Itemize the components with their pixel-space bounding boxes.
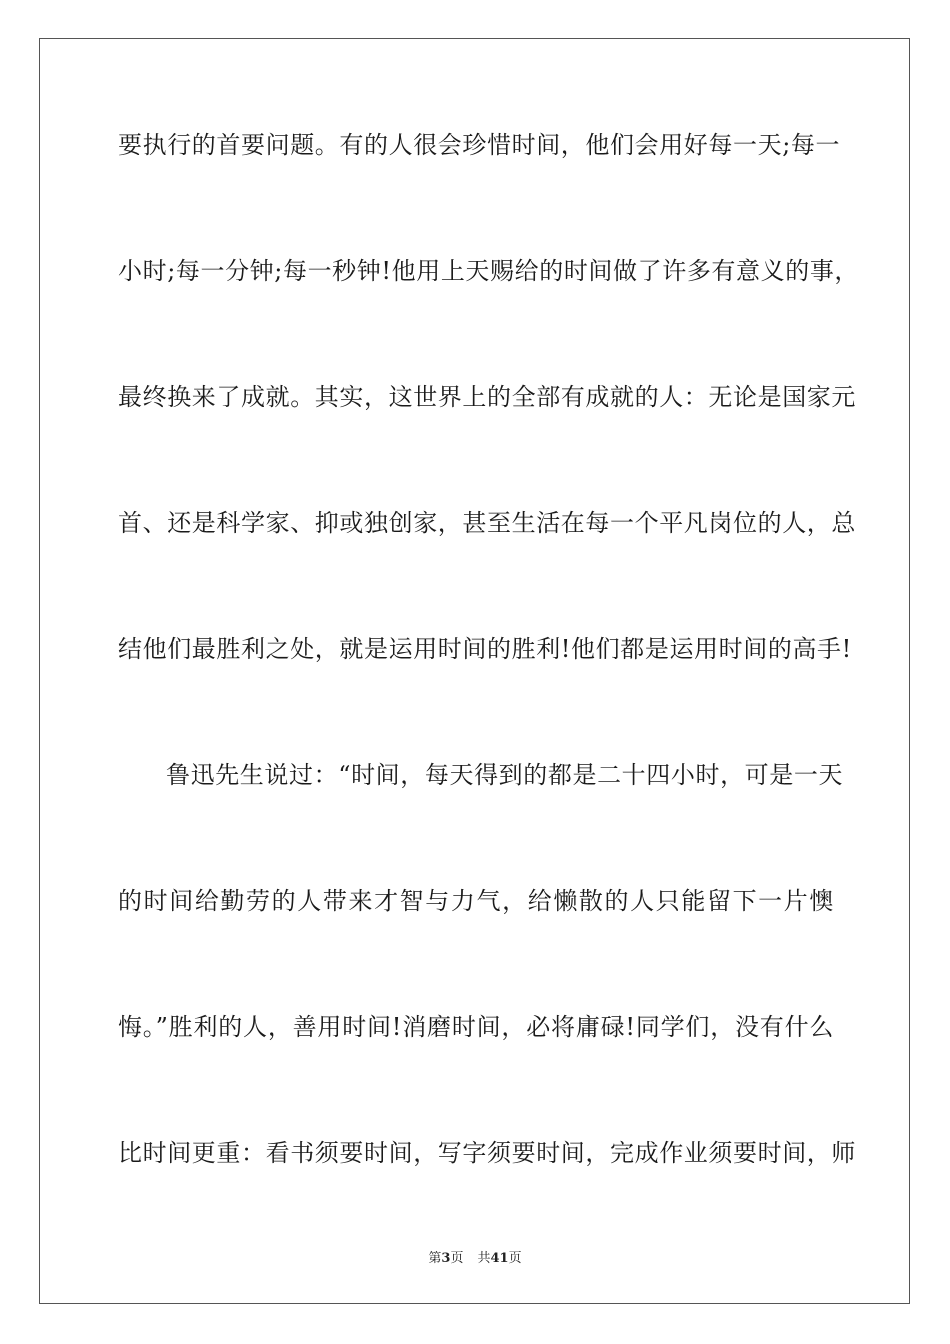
page-prefix: 第 bbox=[428, 1251, 442, 1266]
page-suffix: 页 bbox=[450, 1251, 464, 1266]
text-line-6: 鲁迅先生说过：“时间，每天得到的都是二十四小时，可是一天 bbox=[166, 761, 844, 789]
total-prefix: 共 bbox=[477, 1251, 491, 1266]
total-suffix: 页 bbox=[508, 1251, 522, 1266]
total-pages: 41 bbox=[490, 1251, 509, 1266]
text-line-7: 的时间给勤劳的人带来才智与力气，给懒散的人只能留下一片懊 bbox=[118, 887, 834, 915]
text-line-8: 悔。”胜利的人，善用时间!消磨时间，必将庸碌!同学们，没有什么 bbox=[118, 1013, 834, 1041]
text-line-2: 小时;每一分钟;每一秒钟!他用上天赐给的时间做了许多有意义的事， bbox=[118, 257, 860, 285]
text-line-5: 结他们最胜利之处，就是运用时间的胜利!他们都是运用时间的高手! bbox=[118, 635, 852, 663]
page-footer bbox=[0, 1247, 950, 1266]
document-body bbox=[118, 124, 860, 1258]
text-line-3: 最终换来了成就。其实，这世界上的全部有成就的人：无论是国家元 bbox=[118, 383, 856, 411]
text-line-9: 比时间更重：看书须要时间，写字须要时间，完成作业须要时间，师 bbox=[118, 1139, 856, 1167]
page-number: 3 bbox=[441, 1251, 451, 1266]
text-line-4: 首、还是科学家、抑或独创家，甚至生活在每一个平凡岗位的人，总 bbox=[118, 509, 856, 537]
text-line-1: 要执行的首要问题。有的人很会珍惜时间，他们会用好每一天;每一 bbox=[118, 131, 841, 159]
